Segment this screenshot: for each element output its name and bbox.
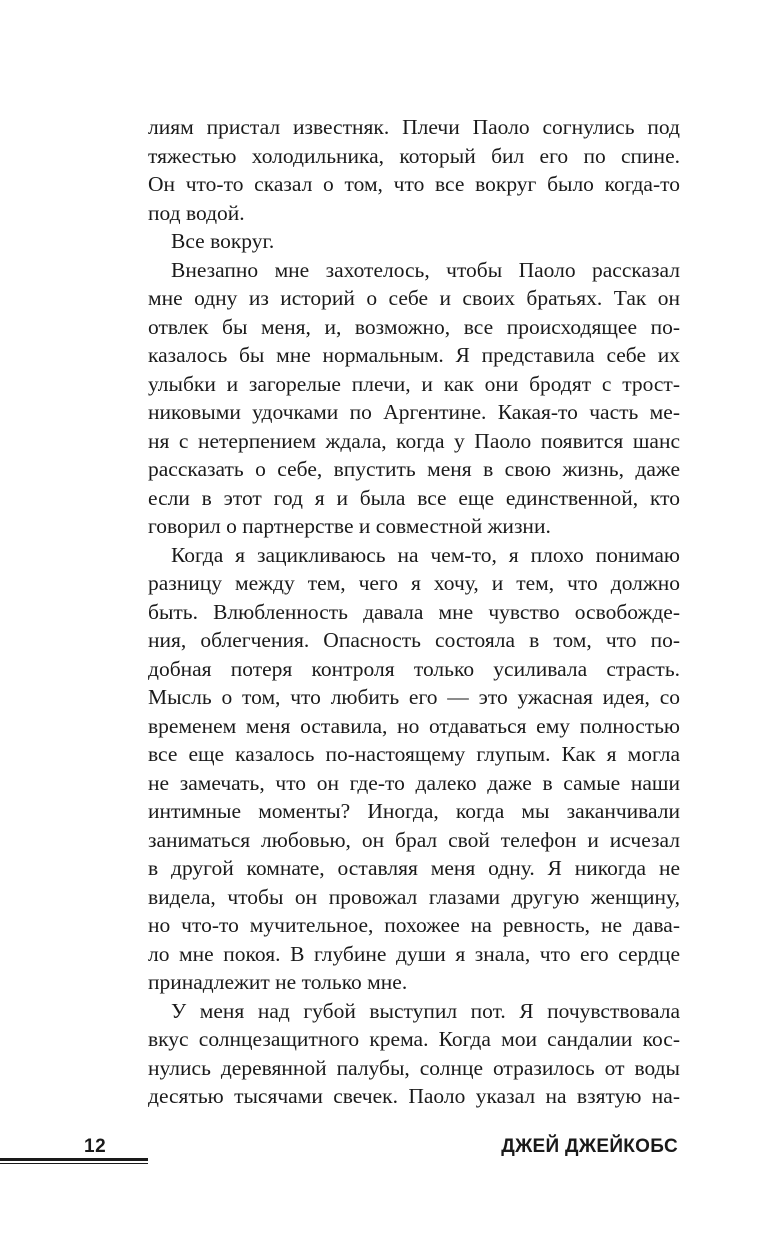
text-line: быть. Влюбленность давала мне чувство освобожде-: [148, 599, 680, 624]
text-line: в другой комнате, оставляя меня одну. Я никогда не: [148, 856, 680, 880]
running-head: ДЖЕЙ ДЖЕЙКОБС: [501, 1136, 678, 1157]
text-line: Внезапно мне захотелось, чтобы Паоло рассказал: [171, 257, 680, 282]
body-text: [148, 113, 680, 1111]
text-line: никовыми удочками по Аргентине. Какая-то часть ме-: [148, 400, 680, 424]
text-line: тяжестью холодильника, который бил его по спине.: [148, 143, 680, 168]
text-line: улыбки и загорелые плечи, и как они бродят с трост-: [148, 371, 680, 396]
text-line: временем меня оставила, но отдаваться ему полностью: [148, 713, 680, 738]
text-line: отвлек бы меня, и, возможно, все происходящее по-: [148, 314, 680, 339]
text-line: не замечать, что он где-то далеко даже в самые наши: [148, 770, 680, 795]
text-line: ло мне покоя. В глубине души я знала, что его сердце: [148, 941, 680, 966]
footer-rule-thick: [0, 1158, 148, 1161]
text-line: все еще казалось по-настоящему глупым. Как я могла: [148, 742, 680, 766]
text-line: нулись деревянной палубы, солнце отразилось от воды: [148, 1055, 680, 1080]
text-line: казалось бы мне нормальным. Я представила себе их: [148, 343, 680, 367]
text-line: вкус солнцезащитного крема. Когда мои сандалии кос-: [148, 1027, 680, 1051]
page-footer: [0, 1130, 768, 1170]
text-line: лиям пристал известняк. Плечи Паоло согнулись под: [148, 115, 680, 139]
text-line: Мысль о том, что любить его — это ужасная идея, со: [148, 685, 680, 709]
footer-rule-thin: [0, 1163, 148, 1164]
text-line: мне одну из историй о себе и своих братьях. Так он: [148, 286, 680, 310]
text-line: ния, облегчения. Опасность состояла в том, что по-: [148, 628, 680, 652]
text-line: заниматься любовью, он брал свой телефон и исчезал: [148, 827, 680, 852]
text-line: разницу между тем, чего я хочу, и тем, что должно: [148, 571, 680, 595]
text-line: ня с нетерпением ждала, когда у Паоло появится шанс: [148, 428, 680, 453]
text-line: если в этот год я и была все еще единственной, кто: [148, 485, 680, 510]
text-line: Когда я зацикливаюсь на чем-то, я плохо понимаю: [171, 542, 680, 567]
text-line: добная потеря контроля только усиливала страсть.: [148, 656, 680, 681]
text-line: У меня над губой выступил пот. Я почувствовала: [171, 998, 680, 1023]
text-line: но что-то мучительное, похожее на ревность, не дава-: [148, 913, 680, 937]
text-line: Все вокруг.: [171, 229, 275, 253]
text-line: рассказать о себе, впустить меня в свою жизнь, даже: [148, 457, 680, 481]
text-line: под водой.: [148, 200, 245, 225]
text-line: десятью тысячами свечек. Паоло указал на взятую на-: [148, 1084, 680, 1108]
text-line: интимные моменты? Иногда, когда мы заканчивали: [148, 799, 680, 823]
text-line: видела, чтобы он провожал глазами другую женщину,: [148, 884, 680, 909]
text-line: говорил о партнерстве и совместной жизни.: [148, 514, 551, 538]
page-number: 12: [84, 1136, 107, 1157]
text-line: Он что-то сказал о том, что все вокруг было когда-то: [148, 172, 680, 196]
text-line: принадлежит не только мне.: [148, 970, 408, 994]
